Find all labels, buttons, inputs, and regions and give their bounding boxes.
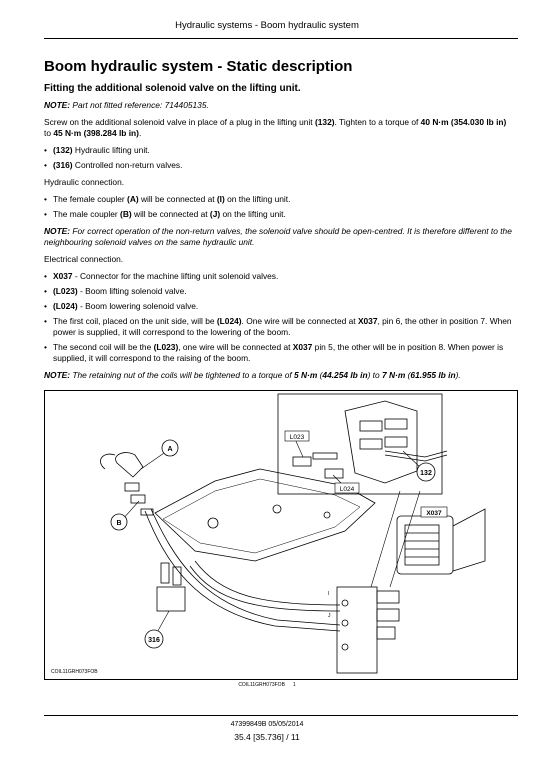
callout-132-label: 132 — [420, 470, 432, 477]
label-L024: L024 — [339, 486, 355, 493]
page-title: Boom hydraulic system - Static description — [44, 58, 353, 75]
list-item: • (L024) - Boom lowering solenoid valve. — [44, 301, 514, 312]
footer-page-ref: 35.4 [35.736] / 11 — [234, 732, 300, 742]
figure-code: COIL11GRH073FOB — [51, 669, 98, 675]
list-item: • The first coil, placed on the unit side, will be (L024). One wire will be connected at X037, pin 6, the other in position 7. When power is supplied, it will correspond to the lowering of the boom. — [44, 316, 514, 338]
electrical-list — [44, 271, 514, 364]
list-item: • The male coupler (B) will be connected at (J) on the lifting unit. — [44, 209, 514, 220]
hydraulic-diagram-figure — [44, 390, 518, 680]
list-item: • (L023) - Boom lifting solenoid valve. — [44, 286, 514, 297]
coupler-A — [116, 453, 143, 477]
additional-solenoid-valve — [345, 401, 417, 483]
note-open-centred: NOTE: For correct operation of the non-return valves, the solenoid valve should be open-centred. It is therefore different to the neighbouring solenoid valves on the same hydraulic unit. — [44, 226, 512, 247]
section-subtitle: Fitting the additional solenoid valve on the lifting unit. — [44, 83, 301, 94]
hose — [145, 511, 340, 631]
running-header: Hydraulic systems - Boom hydraulic system — [175, 20, 359, 31]
footer-doc-ref: 47399849B 05/05/2014 — [230, 721, 304, 728]
coil-L024 — [325, 469, 343, 478]
port-I-label: I — [328, 591, 330, 597]
coil-L023 — [293, 457, 311, 466]
list-item: • The female coupler (A) will be connected at (I) on the lifting unit. — [44, 194, 514, 205]
callout-316-label: 316 — [148, 637, 160, 644]
label-L023: L023 — [289, 434, 305, 441]
document-body — [44, 58, 514, 387]
label-X037: X037 — [426, 510, 442, 517]
note-part-reference: NOTE: Part not fitted reference: 714405135. — [44, 100, 209, 110]
callout-A-label: A — [167, 446, 173, 453]
figure-caption: COIL11GRH073FOB 1 — [238, 682, 296, 688]
lifting-unit-body — [337, 587, 377, 673]
list-item: • (132) Hydraulic lifting unit. — [44, 145, 514, 156]
note-coil-torque: NOTE: The retaining nut of the coils will be tightened to a torque of 5 N·m (44.254 lb in) to 7 N·m (61.955 lb in). — [44, 370, 461, 380]
list-item: • X037 - Connector for the machine lifting unit solenoid valves. — [44, 271, 514, 282]
electrical-heading: Electrical connection. — [44, 254, 124, 264]
hose — [195, 561, 340, 605]
torque-instruction: Screw on the additional solenoid valve in place of a plug in the lifting unit (132). Tighten to a torque of 40 N·m (354.030 lb in) to 45 N·m (398.284 lb in). — [44, 117, 507, 138]
footer-divider — [44, 715, 518, 716]
callout-B-label: B — [116, 520, 122, 527]
component-list — [44, 145, 514, 171]
hydraulic-diagram — [45, 391, 517, 679]
hydraulic-list — [44, 194, 514, 220]
hydraulic-heading: Hydraulic connection. — [44, 177, 125, 187]
list-item: • The second coil will be the (L023), one wire will be connected at X037 pin 5, the other will be in position 8. When power is supplied, it will correspond to the raising of the boom. — [44, 342, 514, 364]
port-J-label: J — [328, 613, 331, 619]
hose — [190, 566, 340, 611]
header-divider — [44, 38, 518, 39]
valve-316 — [157, 587, 185, 611]
list-item: • (316) Controlled non-return valves. — [44, 160, 514, 171]
